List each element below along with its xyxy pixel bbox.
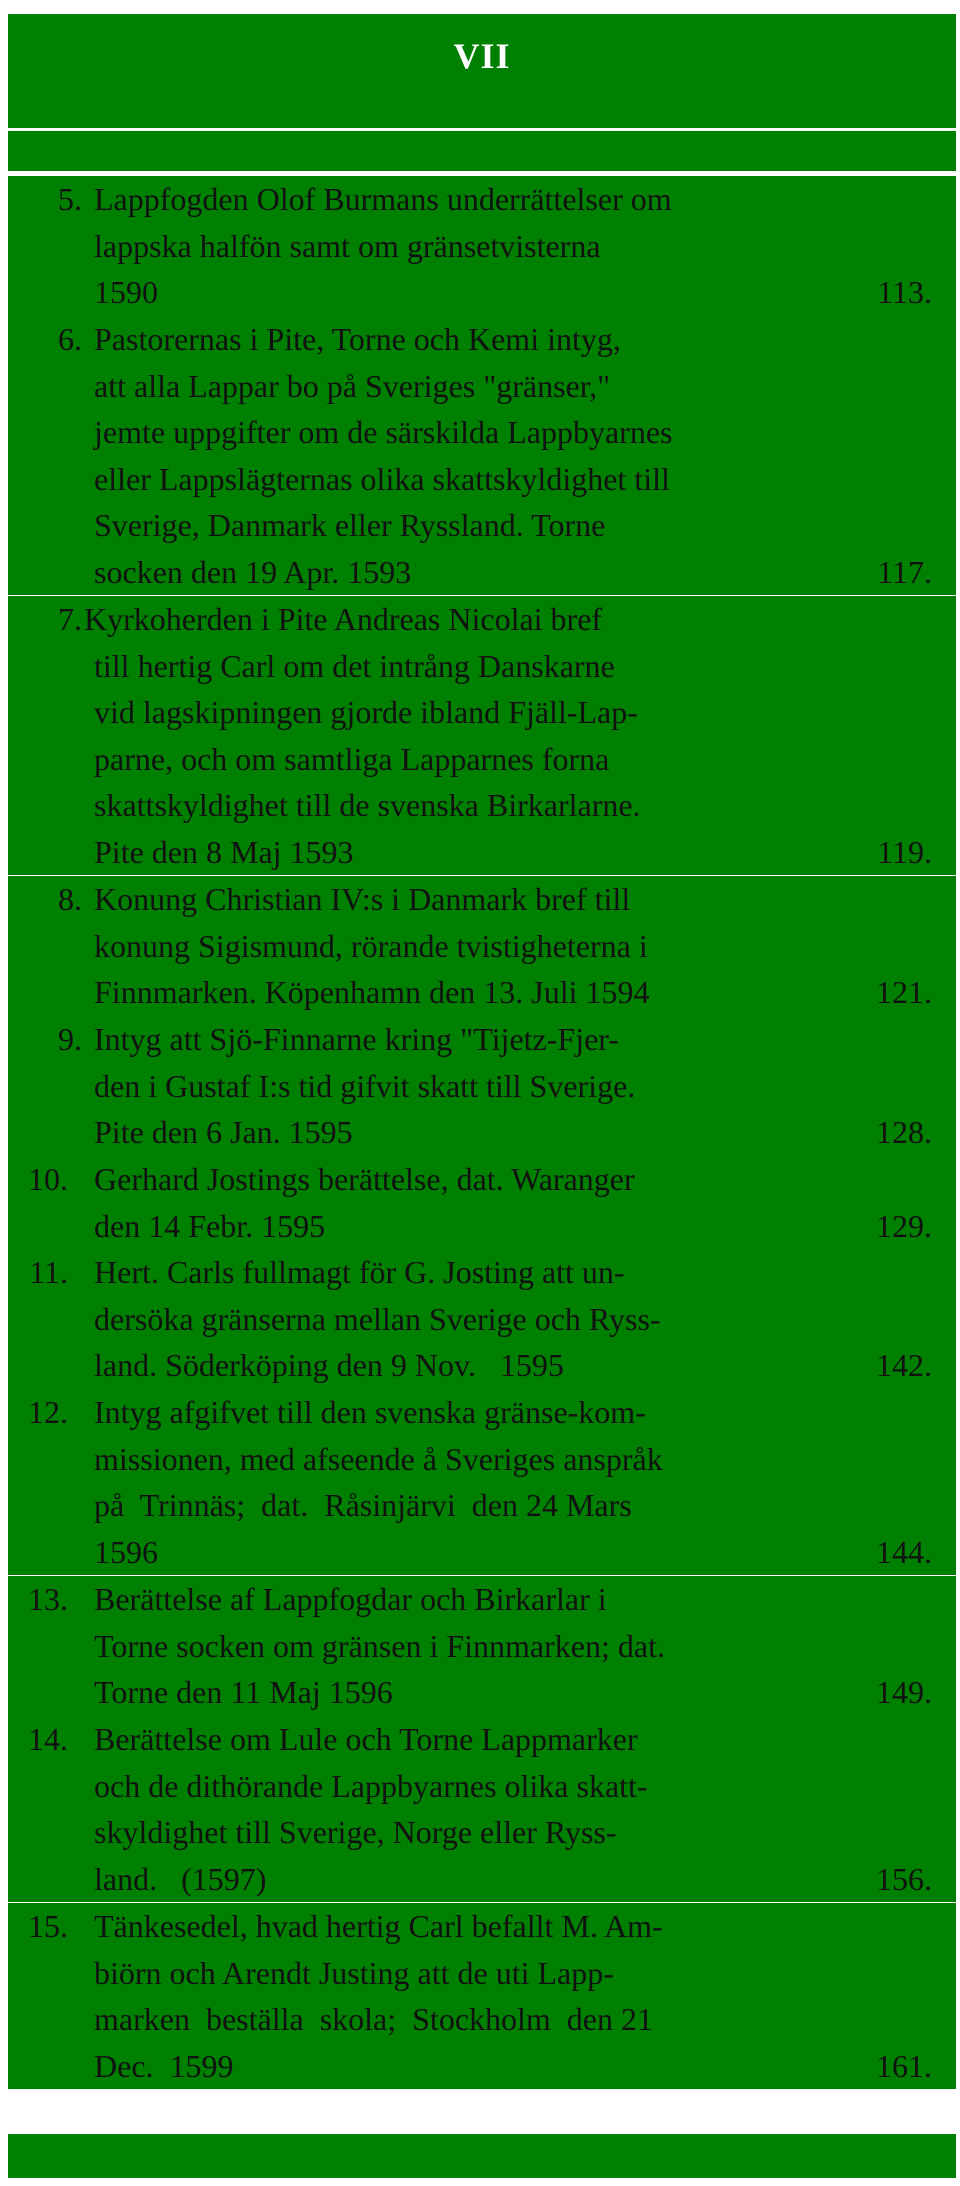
entry-line <box>8 969 956 1016</box>
entry-text: den 14 Febr. 1595 <box>94 1207 326 1244</box>
entry-text: Finnmarken. Köpenhamn den 13. Juli 1594 <box>94 974 650 1010</box>
entry-text: konung Sigismund, rörande tvistigheterna i <box>94 927 648 964</box>
entry-line <box>8 1716 956 1763</box>
toc-entry <box>8 876 956 1016</box>
toc-entry <box>8 596 956 875</box>
entry-line <box>8 1529 956 1576</box>
entry-text: lappska halfön samt om gränsetvisterna <box>94 227 601 264</box>
entry-text: 1590 <box>94 274 158 310</box>
entry-line <box>8 363 956 410</box>
entry-page: 119. <box>877 833 932 870</box>
entry-text: jemte uppgifter om de särskilda Lappbyarnes <box>94 414 673 450</box>
entry-number: 5. <box>58 181 82 217</box>
toc-entry <box>8 1903 956 2089</box>
entry-text: Intyg att Sjö-Finnarne kring "Tijetz-Fjer- <box>94 1021 619 1057</box>
entry-text: Pastorernas i Pite, Torne och Kemi intyg, <box>94 321 621 357</box>
entry-line <box>8 876 956 923</box>
toc-entry <box>8 1389 956 1575</box>
entry-text: skyldighet till Sverige, Norge eller Ryss- <box>94 1814 617 1850</box>
entry-line <box>8 1436 956 1483</box>
entry-line <box>8 689 956 736</box>
footer-band <box>8 2134 956 2178</box>
entry-line <box>8 1903 956 1950</box>
entry-line <box>8 1996 956 2043</box>
entry-text: vid lagskipningen gjorde ibland Fjäll-Lap- <box>94 694 638 730</box>
entry-number: 10. <box>28 1161 68 1197</box>
entry-line <box>8 1342 956 1389</box>
entry-text: socken den 19 Apr. 1593 <box>94 553 412 590</box>
page-header <box>8 14 956 128</box>
entry-text: land. Söderköping den 9 Nov. 1595 <box>94 1347 564 1383</box>
entry-page: 129. <box>876 1207 932 1244</box>
entry-line <box>8 1063 956 1110</box>
entry-page: 128. <box>876 1114 932 1150</box>
entry-number: 6. <box>58 321 82 357</box>
entry-line <box>8 596 956 643</box>
entry-page: 149. <box>876 1674 932 1710</box>
entry-text: Pite den 8 Maj 1593 <box>94 833 354 870</box>
entry-text: den i Gustaf I:s tid gifvit skatt till Sverige. <box>94 1067 636 1104</box>
entry-line <box>8 456 956 503</box>
entry-text: eller Lappslägternas olika skattskyldighet till <box>94 460 670 497</box>
entry-line <box>8 1950 956 1997</box>
entry-line <box>8 1809 956 1856</box>
entry-page: 156. <box>876 1860 932 1897</box>
entry-line <box>8 1482 956 1529</box>
entry-line <box>8 782 956 829</box>
entry-text: Pite den 6 Jan. 1595 <box>94 1114 353 1150</box>
entry-text: skattskyldighet till de svenska Birkarlarne. <box>94 787 641 823</box>
entry-text: Sverige, Danmark eller Ryssland. Torne <box>94 507 606 543</box>
entry-line <box>8 736 956 783</box>
toc-entry <box>8 1016 956 1156</box>
entry-line <box>8 1389 956 1436</box>
entry-number: 9. <box>58 1021 82 1057</box>
entry-number: 13. <box>28 1581 68 1617</box>
entry-line <box>8 502 956 549</box>
entry-line <box>8 1856 956 1903</box>
toc-entry <box>8 1576 956 1716</box>
toc-entry <box>8 1156 956 1249</box>
entry-number: 15. <box>28 1908 68 1944</box>
entry-line <box>8 1016 956 1063</box>
entry-text: biörn och Arendt Justing att de uti Lapp- <box>94 1954 614 1991</box>
entry-page: 117. <box>877 553 932 590</box>
entry-line <box>8 1576 956 1623</box>
entry-page: 161. <box>876 2047 932 2084</box>
entry-text: Kyrkoherden i Pite Andreas Nicolai bref <box>84 601 603 637</box>
toc-entry <box>8 1716 956 1902</box>
entry-text: Berättelse af Lappfogdar och Birkarlar i <box>94 1581 607 1617</box>
page-number-roman: VII <box>453 36 511 76</box>
entry-text: Gerhard Jostings berättelse, dat. Waranger <box>94 1161 635 1197</box>
entry-text: parne, och om samtliga Lapparnes forna <box>94 740 610 777</box>
toc-entry <box>8 316 956 595</box>
entry-line <box>8 923 956 970</box>
entry-number: 11. <box>29 1254 68 1290</box>
entry-text: dersöka gränserna mellan Sverige och Ryss- <box>94 1300 661 1337</box>
entry-text: att alla Lappar bo på Sveriges "gränser," <box>94 367 611 404</box>
entry-page: 144. <box>876 1533 932 1570</box>
entry-line <box>8 1203 956 1250</box>
entry-line <box>8 1296 956 1343</box>
entry-text: 1596 <box>94 1533 158 1570</box>
entry-text: Tänkesedel, hvad hertig Carl befallt M. Am- <box>94 1908 663 1944</box>
entry-line <box>8 549 956 596</box>
entry-text: missionen, med afseende å Sveriges anspråk <box>94 1440 663 1477</box>
entry-line <box>8 1669 956 1716</box>
entry-page: 121. <box>876 974 932 1010</box>
header-spacer <box>8 131 956 171</box>
entry-line <box>8 316 956 363</box>
entry-line <box>8 2043 956 2090</box>
entry-text: till hertig Carl om det intrång Danskarne <box>94 647 615 684</box>
entry-text: marken beställa skola; Stockholm den 21 <box>94 2001 653 2037</box>
entry-text: land. (1597) <box>94 1860 267 1897</box>
entry-number: 7. <box>58 601 82 637</box>
entry-text: Torne socken om gränsen i Finnmarken; dat. <box>94 1627 665 1664</box>
entry-page: 113. <box>877 274 932 310</box>
entry-line <box>8 1156 956 1203</box>
toc-entry <box>8 1249 956 1389</box>
entry-page: 142. <box>876 1347 932 1383</box>
entry-line <box>8 1249 956 1296</box>
entry-text: Lappfogden Olof Burmans underrättelser om <box>94 181 672 217</box>
entry-line <box>8 176 956 223</box>
entry-line <box>8 223 956 270</box>
entry-text: Torne den 11 Maj 1596 <box>94 1674 393 1710</box>
entry-line <box>8 1109 956 1156</box>
entry-text: Intyg afgifvet till den svenska gränse-kom- <box>94 1394 646 1430</box>
entry-text: Konung Christian IV:s i Danmark bref till <box>94 881 631 917</box>
entry-line <box>8 409 956 456</box>
entry-text: Berättelse om Lule och Torne Lappmarker <box>94 1721 638 1757</box>
entry-number: 8. <box>58 881 82 917</box>
entry-text: på Trinnäs; dat. Råsinjärvi den 24 Mars <box>94 1487 632 1523</box>
entry-line <box>8 1763 956 1810</box>
entry-text: Dec. 1599 <box>94 2047 234 2084</box>
entry-line <box>8 269 956 316</box>
entry-number: 12. <box>28 1394 68 1430</box>
entry-number: 14. <box>28 1721 68 1757</box>
entry-line <box>8 643 956 690</box>
entry-line <box>8 1623 956 1670</box>
toc-entry <box>8 176 956 316</box>
entry-text: Hert. Carls fullmagt för G. Josting att un- <box>94 1254 625 1290</box>
entry-line <box>8 829 956 876</box>
entry-text: och de dithörande Lappbyarnes olika skatt- <box>94 1767 648 1804</box>
